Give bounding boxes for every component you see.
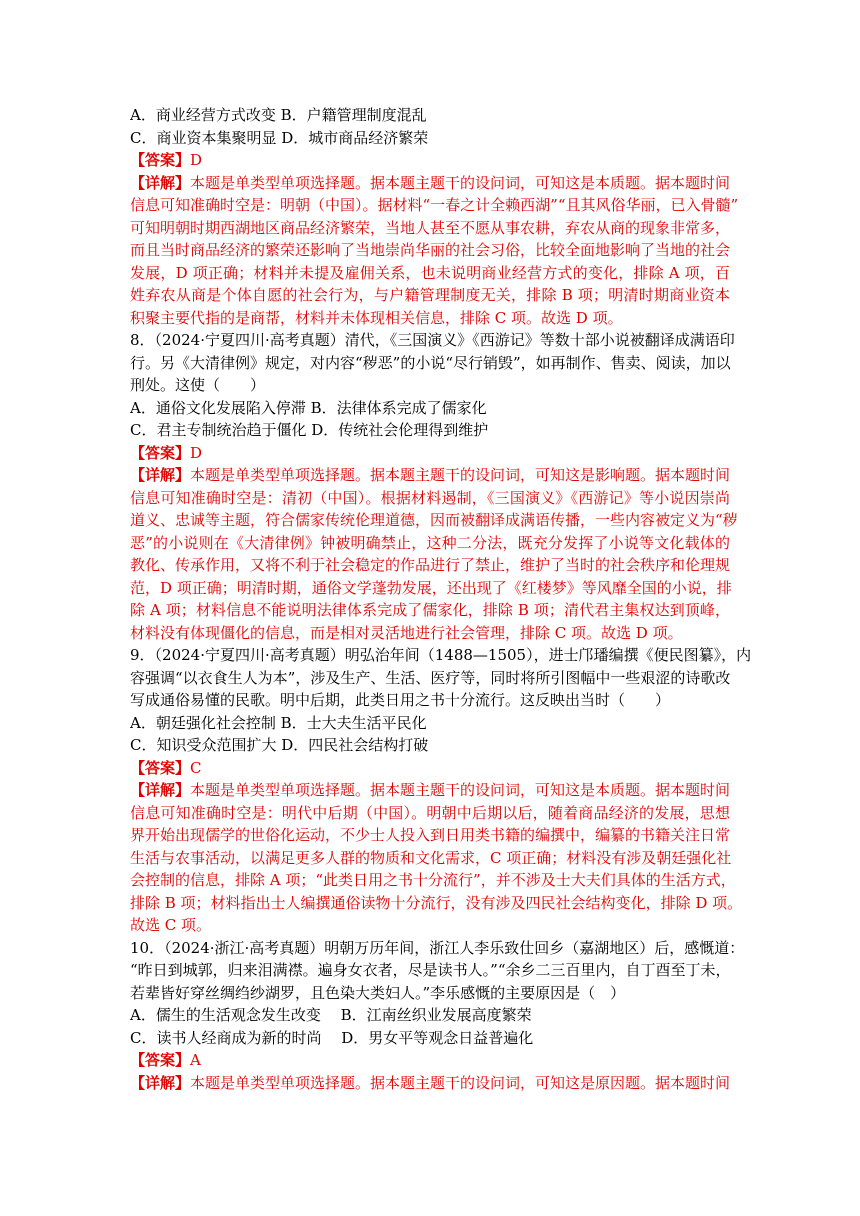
explanation-line [130, 847, 730, 870]
explanation-text: 教化、传承作用，又将不利于社会稳定的作品进行了禁止，维护了当时的社会秩序和伦理规 [130, 556, 731, 574]
explanation-line [130, 239, 730, 262]
explanation-line [130, 194, 739, 217]
explanation-line [130, 869, 736, 892]
question-line: 8．（2024·宁夏四川·高考真题）清代，《三国演义》《西游记》等数十部小说被翻译成满语印 [130, 331, 735, 349]
explanation-text: 本题是单类型单项选择题。据本题主题干的设问词，可知这是原因题。据本题时间 [190, 1073, 731, 1092]
answer-row [130, 1049, 730, 1072]
option-line: A．商业经营方式改变 B．户籍管理制度混乱 [130, 106, 427, 124]
answer-row [130, 149, 730, 172]
option-line: C．知识受众范围扩大 D．四民社会结构打破 [130, 736, 429, 754]
explanation-line [130, 1072, 730, 1095]
explanation-line [130, 532, 730, 555]
question-line: 容强调“以衣食生人为本”，涉及生产、生活、医疗等，同时将所引图幅中一些艰涩的诗歌改 [130, 668, 731, 687]
explanation-text: 而且当时商品经济的繁荣还影响了当地崇尚华丽的社会习俗，比较全面地影响了当地的社会 [130, 241, 731, 259]
explanation-tag: 【详解】 [130, 781, 191, 799]
explanation-line [130, 172, 730, 195]
question-line: 刑处。这使（ ） [130, 376, 266, 394]
explanation-text: 本题是单类型单项选择题。据本题主题干的设问词，可知这是本质题。据本题时间 [190, 173, 731, 192]
answer-row [130, 442, 730, 465]
explanation-line [130, 892, 743, 915]
explanation-text: 信息可知准确时空是：清初（中国）。根据材料遏制，《三国演义》《西游记》等小说因崇尚 [130, 488, 730, 507]
explanation-text: 道义、忠诚等主题，符合儒家传统伦理道德，因而被翻译成满语传播，一些内容被定义为“秽 [130, 511, 738, 529]
question-line: 行。另《大清律例》规定，对内容“秽恶”的小说“尽行销毁”，如再制作、售卖、阅读，加以 [130, 353, 731, 372]
explanation-line [130, 599, 730, 622]
answer-row [130, 757, 730, 780]
explanation-text: 恶”的小说则在《大清律例》钟被明确禁止，这种二分法，既充分发挥了小说等文化载体的 [130, 533, 730, 552]
explanation-text: 生活与农事活动，以满足更多人群的物质和文化需求，C 项正确；材料没有涉及朝廷强化社 [130, 848, 732, 867]
explanation-line [130, 464, 730, 487]
document-page [130, 104, 752, 1094]
answer-tag: 【答案】 [130, 1051, 191, 1069]
option-line: A．儒生的生活观念发生改变 B．江南丝织业发展高度繁荣 [130, 1006, 532, 1024]
explanation-line [130, 802, 730, 825]
question-line: 写成通俗易懂的民歌。明中后期，此类日用之书十分流行。这反映出当时（ ） [130, 691, 671, 709]
explanation-line [130, 284, 730, 307]
explanation-line [130, 217, 730, 240]
explanation-text: 本题是单类型单项选择题。据本题主题干的设问词，可知这是影响题。据本题时间 [190, 466, 731, 484]
answer-tag: 【答案】 [130, 443, 191, 462]
explanation-line [130, 554, 730, 577]
answer-value: D [190, 151, 203, 169]
explanation-text: 材料没有体现僵化的信息，而是相对灵活地进行社会管理，排除 C 项。故选 D 项。 [130, 623, 683, 642]
option-line: A．通俗文化发展陷入停滞 B．法律体系完成了儒家化 [130, 398, 487, 417]
question-line: “昨日到城郭，归来泪满襟。遍身女衣者，尽是读书人。”“余乡二三百里内，自丁酉至丁未， [130, 961, 731, 979]
answer-value: A [190, 1051, 201, 1069]
question-line: 9．（2024·宁夏四川·高考真题）明弘治年间（1488—1505），进士邝璠编撰《便民图纂》，内 [130, 646, 752, 664]
option-line: C．读书人经商成为新的时尚 D．男女平等观念日益普遍化 [130, 1028, 534, 1047]
explanation-line [130, 824, 730, 847]
explanation-text: 本题是单类型单项选择题。据本题主题干的设问词，可知这是本质题。据本题时间 [190, 781, 731, 799]
explanation-text: 可知明朝时期西湖地区商品经济繁荣，当地人甚至不愿从事农耕，弃农从商的现象非常多， [130, 218, 731, 237]
explanation-tag: 【详解】 [130, 173, 191, 192]
explanation-text: 范，D 项正确；明清时期，通俗文学蓬勃发展，还出现了《红楼梦》等风靡全国的小说，排 [130, 578, 732, 597]
explanation-line [130, 262, 730, 285]
explanation-line [130, 509, 738, 532]
explanation-text: 姓弃农从商是个体自愿的社会行为，与户籍管理制度无关，排除 B 项；明清时期商业资本 [130, 286, 730, 304]
explanation-text: 发展，D 项正确；材料并未提及雇佣关系，也未说明商业经营方式的变化，排除 A 项，百 [130, 263, 730, 282]
explanation-line [130, 779, 730, 802]
explanation-tag: 【详解】 [130, 1073, 191, 1092]
explanation-line [130, 622, 730, 645]
explanation-tag: 【详解】 [130, 466, 191, 484]
explanation-text: 界开始出现儒学的世俗化运动，不少士人投入到日用类书籍的编撰中，编纂的书籍关注日常 [130, 826, 731, 844]
option-line: A．朝廷强化社会控制 B．士大夫生活平民化 [130, 713, 427, 732]
explanation-line [130, 307, 730, 330]
explanation-line [130, 914, 730, 937]
explanation-text: 信息可知准确时空是：明朝（中国）。据材料“一春之计全赖西湖”“且其风俗华丽，已入骨髓” [130, 196, 739, 214]
option-line: C．商业资本集聚明显 D．城市商品经济繁荣 [130, 128, 429, 147]
explanation-text: 会控制的信息，排除 A 项；“此类日用之书十分流行”，并不涉及士大夫们具体的生活方式， [130, 871, 736, 889]
question-line: 若辈皆好穿丝绸绉纱湖罗，且色染大类妇人。”李乐感慨的主要原因是（ ） [130, 983, 626, 1002]
answer-value: D [190, 443, 203, 462]
explanation-text: 信息可知准确时空是：明代中后期（中国）。明朝中后期以后，随着商品经济的发展，思想 [130, 803, 730, 822]
answer-value: C [190, 758, 202, 777]
answer-tag: 【答案】 [130, 758, 191, 777]
explanation-text: 排除 B 项；材料指出士人编撰通俗读物十分流行，没有涉及四民社会结构变化，排除 D 项。 [130, 893, 743, 912]
explanation-text: 除 A 项；材料信息不能说明法律体系完成了儒家化，排除 B 项；清代君主集权达到顶峰， [130, 601, 730, 619]
option-line: C．君主专制统治趋于僵化 D．传统社会伦理得到维护 [130, 421, 489, 439]
explanation-line [130, 487, 730, 510]
explanation-line [130, 577, 730, 600]
explanation-text: 积聚主要代指的是商帮，材料并未体现相关信息，排除 C 项。故选 D 项。 [130, 308, 623, 327]
question-line: 10．（2024·浙江·高考真题）明朝万历年间，浙江人李乐致仕回乡（嘉湖地区）后，感慨道： [130, 938, 745, 957]
answer-tag: 【答案】 [130, 151, 191, 169]
explanation-text: 故选 C 项。 [130, 916, 212, 934]
